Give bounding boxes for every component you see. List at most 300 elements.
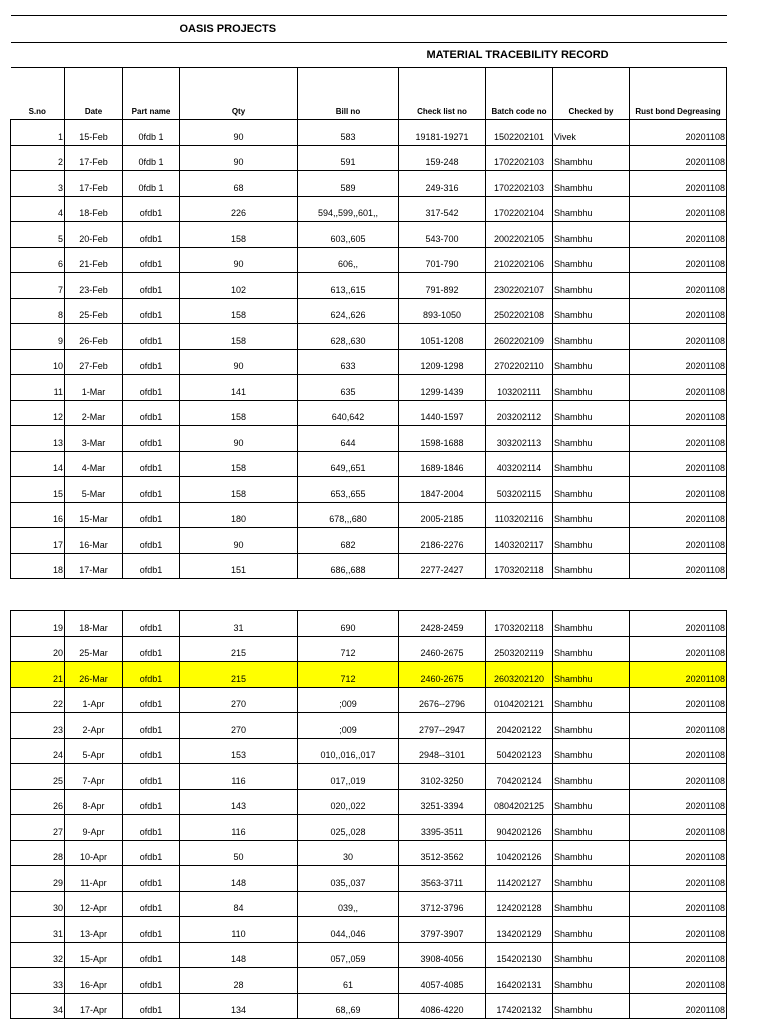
check-list-no-cell: 1847-2004: [399, 477, 486, 503]
checked-by-cell: Shambhu: [553, 553, 630, 579]
rust-bond-cell: 20201108: [630, 145, 727, 171]
sno-cell: 4: [11, 196, 65, 222]
qty-cell: 28: [180, 968, 298, 994]
batch-code-cell: 134202129: [486, 917, 553, 943]
qty-cell: 102: [180, 273, 298, 299]
checked-by-cell: Shambhu: [553, 611, 630, 637]
date-cell: 17-Mar: [65, 553, 123, 579]
sno-cell: 26: [11, 789, 65, 815]
sno-cell: 30: [11, 891, 65, 917]
sno-cell: 27: [11, 815, 65, 841]
batch-code-cell: 2603202120: [486, 662, 553, 688]
date-cell: 23-Feb: [65, 273, 123, 299]
checked-by-cell: Shambhu: [553, 815, 630, 841]
rust-bond-cell: 20201108: [630, 375, 727, 401]
qty-cell: 31: [180, 611, 298, 637]
part-name-cell: ofdb1: [123, 662, 180, 688]
batch-code-cell: 1403202117: [486, 528, 553, 554]
part-name-cell: ofdb1: [123, 298, 180, 324]
rust-bond-cell: 20201108: [630, 891, 727, 917]
checked-by-cell: Shambhu: [553, 145, 630, 171]
batch-code-cell: 1702202104: [486, 196, 553, 222]
check-list-no-cell: 19181-19271: [399, 120, 486, 146]
date-cell: 20-Feb: [65, 222, 123, 248]
batch-code-cell: 154202130: [486, 942, 553, 968]
part-name-cell: ofdb1: [123, 553, 180, 579]
qty-cell: 68: [180, 171, 298, 197]
rust-bond-cell: 20201108: [630, 866, 727, 892]
batch-code-cell: 124202128: [486, 891, 553, 917]
check-list-no-cell: 159-248: [399, 145, 486, 171]
checked-by-cell: Shambhu: [553, 451, 630, 477]
bill-no-cell: 020,,022: [298, 789, 399, 815]
batch-code-cell: 1502202101: [486, 120, 553, 146]
qty-cell: 50: [180, 840, 298, 866]
check-list-no-cell: 3512-3562: [399, 840, 486, 866]
batch-code-cell: 504202123: [486, 738, 553, 764]
checked-by-cell: Shambhu: [553, 222, 630, 248]
header-check-list-no: Check list no: [399, 68, 486, 120]
table-row: [11, 687, 727, 713]
sno-cell: 18: [11, 553, 65, 579]
header-part-name: Part name: [123, 68, 180, 120]
checked-by-cell: Shambhu: [553, 662, 630, 688]
part-name-cell: ofdb1: [123, 502, 180, 528]
header-checked-by: Checked by: [553, 68, 630, 120]
batch-code-cell: 2503202119: [486, 636, 553, 662]
bill-no-cell: 624,,626: [298, 298, 399, 324]
bill-no-cell: 591: [298, 145, 399, 171]
rust-bond-cell: 20201108: [630, 477, 727, 503]
sno-cell: 25: [11, 764, 65, 790]
company-title: OASIS PROJECTS: [180, 16, 727, 43]
rust-bond-cell: 20201108: [630, 713, 727, 739]
table-header-row: [11, 68, 727, 120]
check-list-no-cell: 791-892: [399, 273, 486, 299]
checked-by-cell: Shambhu: [553, 891, 630, 917]
rust-bond-cell: 20201108: [630, 917, 727, 943]
rust-bond-cell: 20201108: [630, 528, 727, 554]
part-name-cell: 0fdb 1: [123, 120, 180, 146]
table-row: [11, 349, 727, 375]
bill-no-cell: 649,,651: [298, 451, 399, 477]
table-row: [11, 713, 727, 739]
rust-bond-cell: 20201108: [630, 222, 727, 248]
sno-cell: 20: [11, 636, 65, 662]
bill-no-cell: 712: [298, 636, 399, 662]
date-cell: 25-Mar: [65, 636, 123, 662]
check-list-no-cell: 543-700: [399, 222, 486, 248]
check-list-no-cell: 1209-1298: [399, 349, 486, 375]
bill-no-cell: 678,,,680: [298, 502, 399, 528]
rust-bond-cell: 20201108: [630, 636, 727, 662]
qty-cell: 90: [180, 528, 298, 554]
table-row: [11, 891, 727, 917]
part-name-cell: ofdb1: [123, 247, 180, 273]
sno-cell: 6: [11, 247, 65, 273]
date-cell: 7-Apr: [65, 764, 123, 790]
date-cell: 8-Apr: [65, 789, 123, 815]
checked-by-cell: Shambhu: [553, 400, 630, 426]
bill-no-cell: 010,,016,,017: [298, 738, 399, 764]
sno-cell: 24: [11, 738, 65, 764]
bill-no-cell: 044,,046: [298, 917, 399, 943]
table-row: [11, 528, 727, 554]
check-list-no-cell: 1598-1688: [399, 426, 486, 452]
part-name-cell: ofdb1: [123, 349, 180, 375]
date-cell: 4-Mar: [65, 451, 123, 477]
table-row: [11, 611, 727, 637]
date-cell: 26-Feb: [65, 324, 123, 350]
bill-no-cell: 644: [298, 426, 399, 452]
date-cell: 13-Apr: [65, 917, 123, 943]
rust-bond-cell: 20201108: [630, 451, 727, 477]
checked-by-cell: Shambhu: [553, 273, 630, 299]
qty-cell: 141: [180, 375, 298, 401]
qty-cell: 134: [180, 993, 298, 1019]
part-name-cell: ofdb1: [123, 375, 180, 401]
rust-bond-cell: 20201108: [630, 942, 727, 968]
bill-no-cell: ;009: [298, 713, 399, 739]
part-name-cell: ofdb1: [123, 764, 180, 790]
part-name-cell: ofdb1: [123, 738, 180, 764]
table-row: [11, 451, 727, 477]
sno-cell: 5: [11, 222, 65, 248]
bill-no-cell: 603,,605: [298, 222, 399, 248]
header-sno: S.no: [11, 68, 65, 120]
qty-cell: 158: [180, 222, 298, 248]
sno-cell: 3: [11, 171, 65, 197]
checked-by-cell: Shambhu: [553, 324, 630, 350]
sno-cell: 32: [11, 942, 65, 968]
qty-cell: 116: [180, 764, 298, 790]
table-row: [11, 120, 727, 146]
table-row: [11, 968, 727, 994]
checked-by-cell: Shambhu: [553, 764, 630, 790]
batch-code-cell: 1703202118: [486, 553, 553, 579]
date-cell: 15-Mar: [65, 502, 123, 528]
table-row: [11, 764, 727, 790]
bill-no-cell: 594,,599,,601,,: [298, 196, 399, 222]
rust-bond-cell: 20201108: [630, 662, 727, 688]
table-row: [11, 636, 727, 662]
table-row: [11, 917, 727, 943]
sno-cell: 29: [11, 866, 65, 892]
qty-cell: 158: [180, 477, 298, 503]
part-name-cell: ofdb1: [123, 840, 180, 866]
checked-by-cell: Shambhu: [553, 738, 630, 764]
batch-code-cell: 2502202108: [486, 298, 553, 324]
checked-by-cell: Shambhu: [553, 993, 630, 1019]
bill-no-cell: 613,,615: [298, 273, 399, 299]
part-name-cell: ofdb1: [123, 222, 180, 248]
table-row: [11, 738, 727, 764]
rust-bond-cell: 20201108: [630, 840, 727, 866]
rust-bond-cell: 20201108: [630, 738, 727, 764]
sno-cell: 10: [11, 349, 65, 375]
bill-no-cell: 025,,028: [298, 815, 399, 841]
qty-cell: 90: [180, 145, 298, 171]
sno-cell: 12: [11, 400, 65, 426]
check-list-no-cell: 3797-3907: [399, 917, 486, 943]
date-cell: 25-Feb: [65, 298, 123, 324]
part-name-cell: ofdb1: [123, 789, 180, 815]
sno-cell: 1: [11, 120, 65, 146]
check-list-no-cell: 1689-1846: [399, 451, 486, 477]
bill-no-cell: 30: [298, 840, 399, 866]
batch-code-cell: 403202114: [486, 451, 553, 477]
check-list-no-cell: 249-316: [399, 171, 486, 197]
qty-cell: 270: [180, 687, 298, 713]
batch-code-cell: 174202132: [486, 993, 553, 1019]
check-list-no-cell: 2797--2947: [399, 713, 486, 739]
traceability-table-page1: [10, 15, 727, 579]
checked-by-cell: Shambhu: [553, 247, 630, 273]
qty-cell: 90: [180, 247, 298, 273]
sno-cell: 23: [11, 713, 65, 739]
sno-cell: 19: [11, 611, 65, 637]
part-name-cell: ofdb1: [123, 611, 180, 637]
qty-cell: 110: [180, 917, 298, 943]
bill-no-cell: 690: [298, 611, 399, 637]
part-name-cell: ofdb1: [123, 713, 180, 739]
check-list-no-cell: 2460-2675: [399, 662, 486, 688]
batch-code-cell: 704202124: [486, 764, 553, 790]
sno-cell: 7: [11, 273, 65, 299]
rust-bond-cell: 20201108: [630, 764, 727, 790]
rust-bond-cell: 20201108: [630, 502, 727, 528]
bill-no-cell: 686,,688: [298, 553, 399, 579]
table-row: [11, 840, 727, 866]
checked-by-cell: Shambhu: [553, 298, 630, 324]
part-name-cell: ofdb1: [123, 196, 180, 222]
bill-no-cell: 633: [298, 349, 399, 375]
sno-cell: 33: [11, 968, 65, 994]
batch-code-cell: 1103202116: [486, 502, 553, 528]
date-cell: 10-Apr: [65, 840, 123, 866]
check-list-no-cell: 2428-2459: [399, 611, 486, 637]
table-row: [11, 477, 727, 503]
sno-cell: 17: [11, 528, 65, 554]
bill-no-cell: 640,642: [298, 400, 399, 426]
date-cell: 17-Apr: [65, 993, 123, 1019]
sno-cell: 8: [11, 298, 65, 324]
table-row: [11, 298, 727, 324]
qty-cell: 151: [180, 553, 298, 579]
part-name-cell: ofdb1: [123, 993, 180, 1019]
check-list-no-cell: 2186-2276: [399, 528, 486, 554]
bill-no-cell: 606,,: [298, 247, 399, 273]
date-cell: 18-Feb: [65, 196, 123, 222]
date-cell: 1-Apr: [65, 687, 123, 713]
date-cell: 17-Feb: [65, 145, 123, 171]
date-cell: 21-Feb: [65, 247, 123, 273]
qty-cell: 180: [180, 502, 298, 528]
checked-by-cell: Shambhu: [553, 840, 630, 866]
date-cell: 17-Feb: [65, 171, 123, 197]
checked-by-cell: Shambhu: [553, 349, 630, 375]
checked-by-cell: Shambhu: [553, 942, 630, 968]
table-row: [11, 426, 727, 452]
bill-no-cell: 039,,: [298, 891, 399, 917]
check-list-no-cell: 2005-2185: [399, 502, 486, 528]
qty-cell: 148: [180, 942, 298, 968]
date-cell: 27-Feb: [65, 349, 123, 375]
check-list-no-cell: 3395-3511: [399, 815, 486, 841]
batch-code-cell: 1703202118: [486, 611, 553, 637]
table-row: [11, 324, 727, 350]
batch-code-cell: 1702202103: [486, 145, 553, 171]
rust-bond-cell: 20201108: [630, 687, 727, 713]
part-name-cell: ofdb1: [123, 891, 180, 917]
part-name-cell: ofdb1: [123, 273, 180, 299]
rust-bond-cell: 20201108: [630, 171, 727, 197]
part-name-cell: ofdb1: [123, 528, 180, 554]
rust-bond-cell: 20201108: [630, 993, 727, 1019]
rust-bond-cell: 20201108: [630, 273, 727, 299]
checked-by-cell: Shambhu: [553, 687, 630, 713]
check-list-no-cell: 3563-3711: [399, 866, 486, 892]
batch-code-cell: 104202126: [486, 840, 553, 866]
part-name-cell: ofdb1: [123, 400, 180, 426]
part-name-cell: ofdb1: [123, 917, 180, 943]
table-row: [11, 196, 727, 222]
part-name-cell: ofdb1: [123, 426, 180, 452]
part-name-cell: ofdb1: [123, 815, 180, 841]
rust-bond-cell: 20201108: [630, 400, 727, 426]
sno-cell: 2: [11, 145, 65, 171]
bill-no-cell: 583: [298, 120, 399, 146]
rust-bond-cell: 20201108: [630, 324, 727, 350]
table-row: [11, 171, 727, 197]
bill-no-cell: 68,,69: [298, 993, 399, 1019]
qty-cell: 116: [180, 815, 298, 841]
date-cell: 11-Apr: [65, 866, 123, 892]
check-list-no-cell: 4086-4220: [399, 993, 486, 1019]
table-row: [11, 993, 727, 1019]
checked-by-cell: Shambhu: [553, 477, 630, 503]
sno-cell: 34: [11, 993, 65, 1019]
check-list-no-cell: 3908-4056: [399, 942, 486, 968]
date-cell: 15-Feb: [65, 120, 123, 146]
check-list-no-cell: 3712-3796: [399, 891, 486, 917]
date-cell: 12-Apr: [65, 891, 123, 917]
qty-cell: 158: [180, 451, 298, 477]
qty-cell: 158: [180, 400, 298, 426]
batch-code-cell: 1702202103: [486, 171, 553, 197]
date-cell: 16-Apr: [65, 968, 123, 994]
part-name-cell: ofdb1: [123, 687, 180, 713]
header-qty: Qty: [180, 68, 298, 120]
qty-cell: 158: [180, 298, 298, 324]
check-list-no-cell: 4057-4085: [399, 968, 486, 994]
part-name-cell: ofdb1: [123, 942, 180, 968]
check-list-no-cell: 2460-2675: [399, 636, 486, 662]
sno-cell: 16: [11, 502, 65, 528]
date-cell: 26-Mar: [65, 662, 123, 688]
check-list-no-cell: 317-542: [399, 196, 486, 222]
sno-cell: 15: [11, 477, 65, 503]
checked-by-cell: Shambhu: [553, 426, 630, 452]
part-name-cell: ofdb1: [123, 451, 180, 477]
batch-code-cell: 2102202106: [486, 247, 553, 273]
bill-no-cell: 589: [298, 171, 399, 197]
check-list-no-cell: 3251-3394: [399, 789, 486, 815]
table-row: [11, 222, 727, 248]
batch-code-cell: 164202131: [486, 968, 553, 994]
sno-cell: 14: [11, 451, 65, 477]
batch-code-cell: 2702202110: [486, 349, 553, 375]
bill-no-cell: 017,,019: [298, 764, 399, 790]
part-name-cell: ofdb1: [123, 866, 180, 892]
rust-bond-cell: 20201108: [630, 298, 727, 324]
checked-by-cell: Shambhu: [553, 713, 630, 739]
date-cell: 1-Mar: [65, 375, 123, 401]
part-name-cell: ofdb1: [123, 477, 180, 503]
checked-by-cell: Shambhu: [553, 636, 630, 662]
sno-cell: 21: [11, 662, 65, 688]
table-row: [11, 866, 727, 892]
batch-code-cell: 114202127: [486, 866, 553, 892]
check-list-no-cell: 893-1050: [399, 298, 486, 324]
table-row: [11, 400, 727, 426]
header-date: Date: [65, 68, 123, 120]
table-row: [11, 789, 727, 815]
table-row: [11, 942, 727, 968]
part-name-cell: ofdb1: [123, 968, 180, 994]
qty-cell: 84: [180, 891, 298, 917]
table-row: [11, 662, 727, 688]
checked-by-cell: Shambhu: [553, 196, 630, 222]
rust-bond-cell: 20201108: [630, 120, 727, 146]
bill-no-cell: 712: [298, 662, 399, 688]
sno-cell: 28: [11, 840, 65, 866]
table-row: [11, 815, 727, 841]
batch-code-cell: 303202113: [486, 426, 553, 452]
rust-bond-cell: 20201108: [630, 789, 727, 815]
bill-no-cell: 635: [298, 375, 399, 401]
check-list-no-cell: 2676--2796: [399, 687, 486, 713]
sno-cell: 13: [11, 426, 65, 452]
qty-cell: 90: [180, 120, 298, 146]
bill-no-cell: 057,,059: [298, 942, 399, 968]
checked-by-cell: Shambhu: [553, 502, 630, 528]
batch-code-cell: 103202111: [486, 375, 553, 401]
qty-cell: 148: [180, 866, 298, 892]
batch-code-cell: 2002202105: [486, 222, 553, 248]
date-cell: 16-Mar: [65, 528, 123, 554]
header-bill-no: Bill no: [298, 68, 399, 120]
checked-by-cell: Shambhu: [553, 171, 630, 197]
batch-code-cell: 203202112: [486, 400, 553, 426]
checked-by-cell: Shambhu: [553, 528, 630, 554]
table-row: [11, 145, 727, 171]
bill-no-cell: 653,,655: [298, 477, 399, 503]
table-row: [11, 553, 727, 579]
table-row: [11, 273, 727, 299]
date-cell: 5-Mar: [65, 477, 123, 503]
date-cell: 2-Apr: [65, 713, 123, 739]
qty-cell: 143: [180, 789, 298, 815]
qty-cell: 270: [180, 713, 298, 739]
date-cell: 2-Mar: [65, 400, 123, 426]
check-list-no-cell: 2277-2427: [399, 553, 486, 579]
rust-bond-cell: 20201108: [630, 349, 727, 375]
batch-code-cell: 0804202125: [486, 789, 553, 815]
header-batch-code-no: Batch code no: [486, 68, 553, 120]
check-list-no-cell: 1299-1439: [399, 375, 486, 401]
date-cell: 18-Mar: [65, 611, 123, 637]
